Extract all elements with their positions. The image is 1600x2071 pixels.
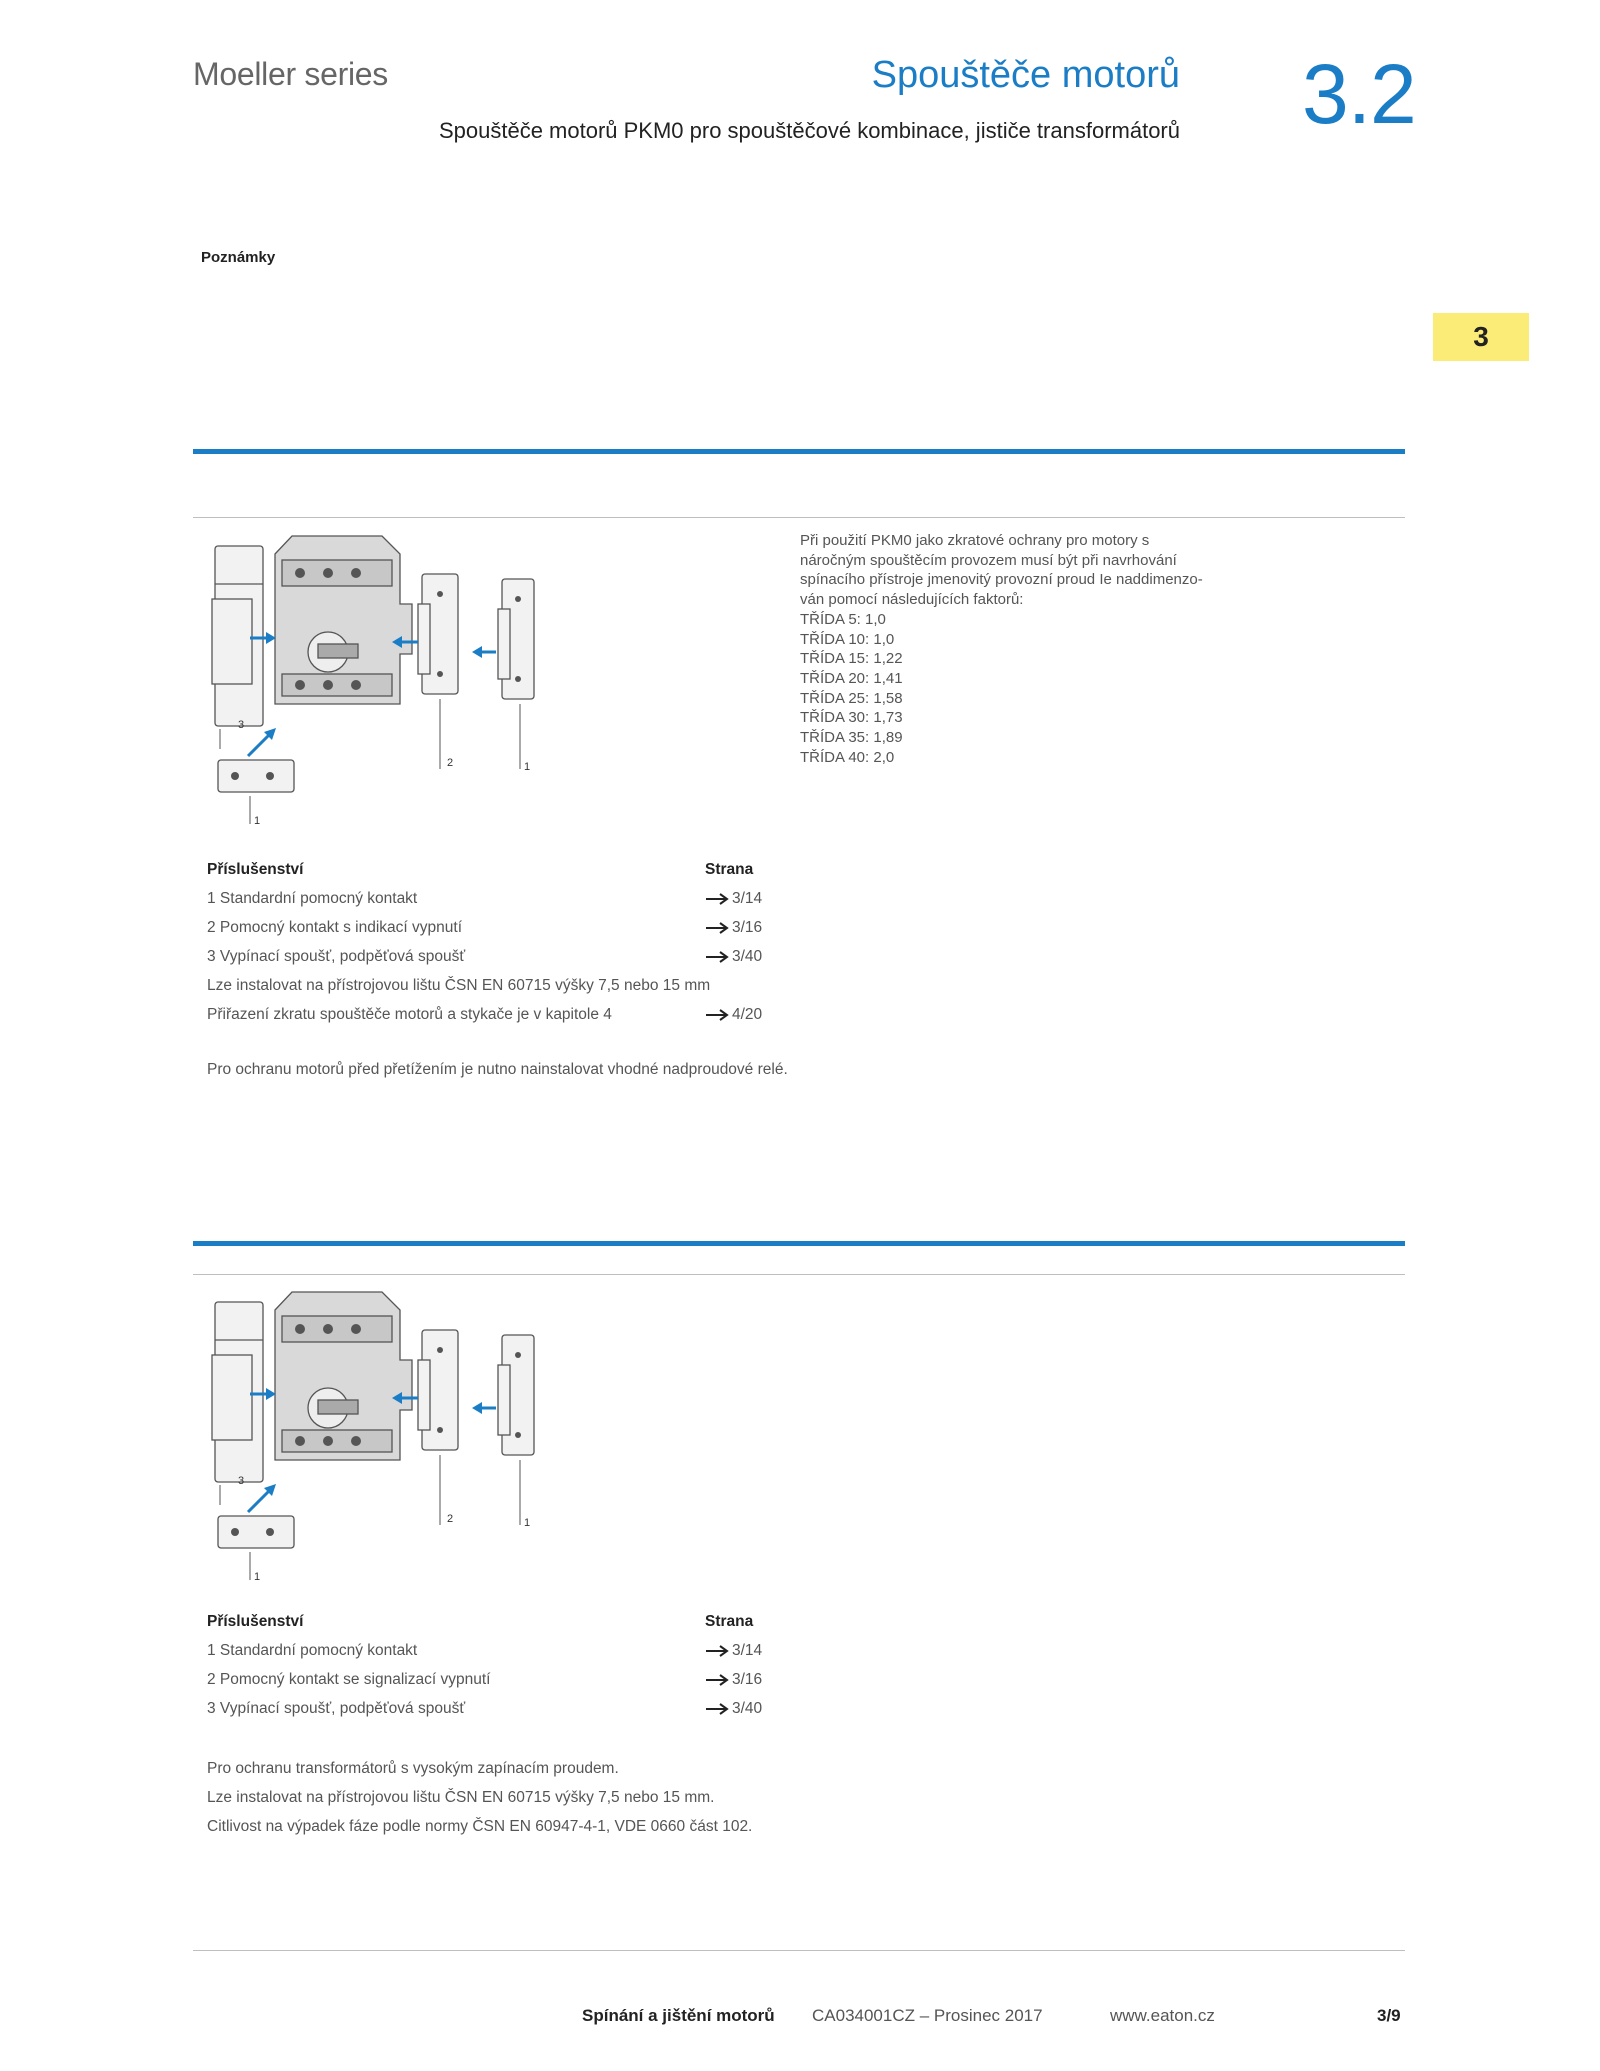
note-line: TŘÍDA 25: 1,58 [800,689,903,707]
note-line: Při použití PKM0 jako zkratové ochrany pro motory s [800,532,1150,549]
arrow-right-icon [705,1703,729,1715]
section-number: 3.2 [1302,47,1416,141]
accessory-diagram [200,1280,560,1590]
table-row [207,1671,767,1700]
section-subtitle: Spouštěče motorů PKM0 pro spouštěčové kombinace, jističe transformátorů [438,118,1180,143]
table-row [207,1642,767,1671]
footer-divider [193,1950,1405,1951]
column-header-page: Strana [705,1613,754,1630]
page-number: 3/9 [1377,2006,1401,2025]
footnote-text: Pro ochranu motorů před přetížením je nutno nainstalovat vhodné nadproudové relé. [207,1061,788,1078]
chapter-tab[interactable]: 3 [1433,313,1529,361]
column-header-page: Strana [705,861,754,878]
arrow-right-icon [705,1674,729,1686]
column-header-item: Příslušenství [207,1613,304,1630]
page-ref: 3/16 [732,919,763,936]
note-line: spínacího přístroje jmenovitý provozní proud Ie naddimenzo- [800,571,1203,589]
dimensioning-note [800,531,1220,767]
note-text: Lze instalovat na přístrojovou lištu ČSN EN 60715 výšky 7,5 nebo 15 mm. [207,1789,715,1806]
figure-label-1: 1 [524,761,531,773]
section-divider-grey [193,1274,1405,1275]
table-row [207,948,767,977]
table-row [207,1700,767,1729]
arrow-right-icon [705,951,729,963]
table-header [207,1613,767,1642]
note-text: Citlivost na výpadek fáze podle normy ČSN EN 60947-4-1, VDE 0660 část 102. [207,1818,753,1835]
accessories-table [207,861,767,1035]
note-line: TŘÍDA 35: 1,89 [800,729,903,747]
figure-label-3: 3 [238,719,245,731]
table-row [207,1006,767,1035]
row-text: 1 Standardní pomocný kontakt [207,1642,418,1659]
arrow-right-icon [705,1645,729,1657]
page-link[interactable] [705,948,767,966]
page-ref: 3/16 [732,1671,763,1688]
figure-label-1-bottom: 1 [254,815,261,827]
column-header-item: Příslušenství [207,861,304,878]
section-divider-blue [193,449,1405,454]
row-text: 2 Pomocný kontakt se signalizací vypnutí [207,1671,491,1688]
note-line: TŘÍDA 20: 1,41 [800,669,903,687]
accessory-diagram [200,524,560,834]
figure-label-3: 3 [238,1475,245,1487]
table-row [207,977,767,1006]
transformer-notes [207,1754,752,1841]
figure-label-2: 2 [447,1513,454,1525]
row-text: Přiřazení zkratu spouštěče motorů a stykače je v kapitole 4 [207,1006,612,1023]
note-line: TŘÍDA 15: 1,22 [800,650,903,668]
overload-footnote [207,1055,788,1084]
page-ref: 3/14 [732,890,763,907]
page-link[interactable] [705,1006,767,1024]
note-line: TŘÍDA 40: 2,0 [800,748,895,766]
table-row [207,890,767,919]
note-line: náročným spouštěcím provozem musí být při navrhování [800,551,1177,569]
row-text: 3 Vypínací spoušť, podpěťová spoušť [207,1700,466,1717]
note-text: Pro ochranu transformátorů s vysokým zapínacím proudem. [207,1760,619,1777]
page-link[interactable] [705,1671,767,1689]
page-ref: 3/40 [732,1700,763,1717]
page-ref: 4/20 [732,1006,763,1023]
notes-label: Poznámky [201,249,276,266]
row-text: 2 Pomocný kontakt s indikací vypnutí [207,919,463,936]
footer-title: Spínání a jištění motorů [582,2006,775,2025]
page-ref: 3/14 [732,1642,763,1659]
table-row [207,919,767,948]
note-line: TŘÍDA 10: 1,0 [800,630,895,648]
page-ref: 3/40 [732,948,763,965]
note-line: TŘÍDA 30: 1,73 [800,709,903,727]
page-link[interactable] [705,919,767,937]
row-text: 1 Standardní pomocný kontakt [207,890,418,907]
row-text: 3 Vypínací spoušť, podpěťová spoušť [207,948,466,965]
figure-label-1-bottom: 1 [254,1571,261,1583]
figure-label-2: 2 [447,757,454,769]
page-link[interactable] [705,1642,767,1660]
footer-catalog: CA034001CZ – Prosinec 2017 [812,2006,1043,2025]
section-title: Spouštěče motorů [871,54,1180,96]
arrow-right-icon [705,893,729,905]
note-line: TŘÍDA 5: 1,0 [800,610,886,628]
section-divider-grey [193,517,1405,518]
table-header [207,861,767,890]
row-text: Lze instalovat na přístrojovou lištu ČSN EN 60715 výšky 7,5 nebo 15 mm [207,977,711,994]
figure-label-1: 1 [524,1517,531,1529]
note-line: ván pomocí následujících faktorů: [800,591,1024,609]
section-divider-blue [193,1241,1405,1246]
page-link[interactable] [705,1700,767,1718]
footer-website-link[interactable]: www.eaton.cz [1110,2006,1215,2025]
page-link[interactable] [705,890,767,908]
series-name: Moeller series [193,56,388,92]
accessories-table [207,1613,767,1729]
arrow-right-icon [705,1009,729,1021]
arrow-right-icon [705,922,729,934]
